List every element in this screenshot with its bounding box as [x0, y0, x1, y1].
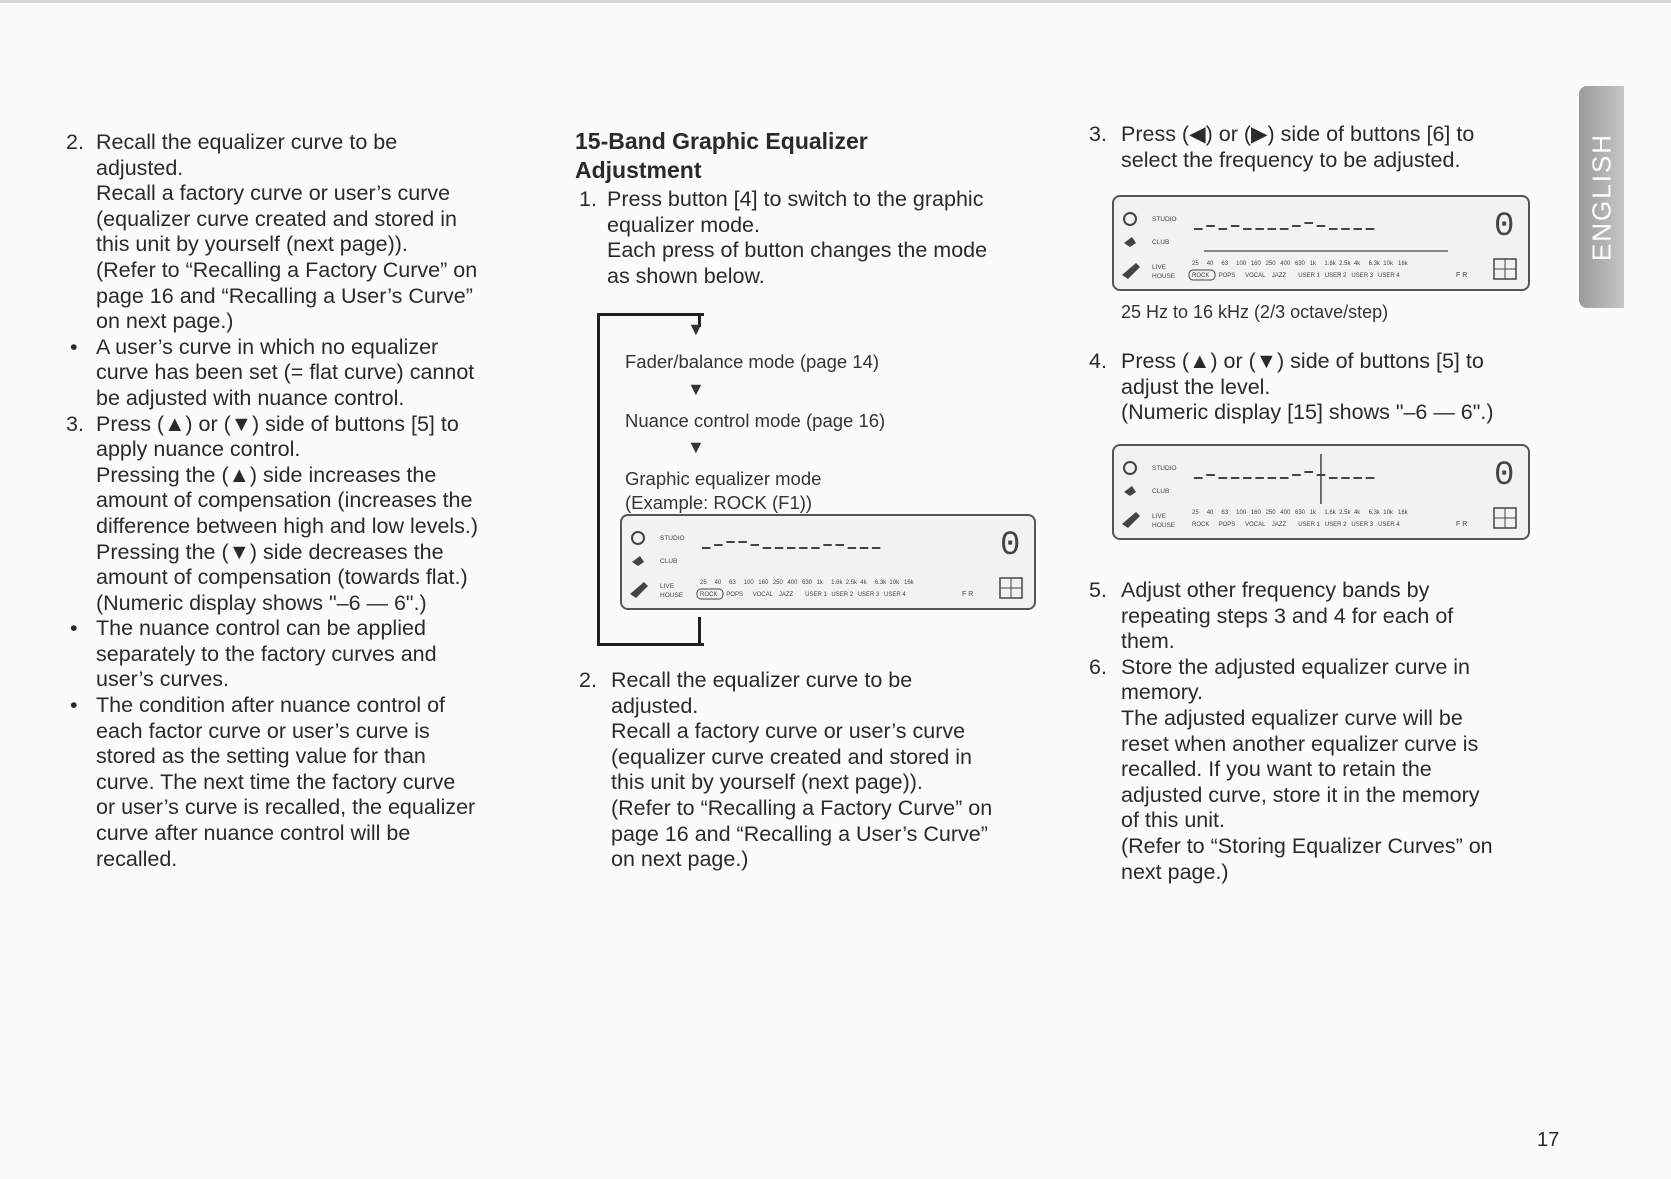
lcd-preset-label: JAZZ	[1271, 522, 1287, 528]
text-line: Press (▲) or (▼) side of buttons [5] to	[96, 411, 459, 436]
text-line: A user’s curve in which no equalizer	[96, 334, 439, 359]
text-line: equalizer mode.	[607, 212, 760, 237]
lcd-preset-label: POPS	[726, 592, 743, 598]
lcd-display-level	[1112, 444, 1530, 540]
text-line: (Refer to “Storing Equalizer Curves” on	[1121, 833, 1493, 858]
lcd-mode-label: HOUSE	[1152, 522, 1176, 529]
lcd-fader-label: F R	[962, 591, 974, 598]
step-3-select-frequency	[1085, 122, 1565, 173]
mode-graphic-eq	[625, 467, 821, 515]
text-line: on next page.)	[611, 847, 749, 872]
lcd-frequency-label: 100	[743, 580, 754, 586]
text-line: each factor curve or user’s curve is	[96, 718, 430, 743]
bullet: •	[70, 693, 78, 718]
text-line: difference between high and low levels.)	[96, 513, 479, 538]
text-line: be adjusted with nuance control.	[96, 385, 405, 410]
text-line: Press button [4] to switch to the graphic	[607, 187, 984, 211]
lcd-preset-label: USER 4	[884, 592, 906, 598]
text-line: recalled.	[96, 846, 178, 871]
lcd-preset-label: USER 2	[1324, 522, 1347, 528]
lcd-frequency-label: 250	[772, 580, 783, 586]
headphones-icon	[632, 532, 644, 544]
lcd-mode-label: STUDIO	[1152, 465, 1177, 472]
text-line: Recall the equalizer curve to be	[611, 668, 913, 692]
lcd-frequency-label: 63	[1221, 261, 1229, 267]
lcd-preset-label: USER 4	[1378, 522, 1400, 528]
lcd-frequency-label: 63	[1221, 510, 1229, 516]
lcd-frequency-label: 40	[1206, 510, 1214, 516]
text-line: The nuance control can be applied	[96, 616, 426, 641]
text-line: next page.)	[1121, 859, 1229, 884]
lcd-fader-label: F R	[1456, 521, 1468, 528]
lcd-frequency-label: 1.6k	[831, 580, 843, 586]
lcd-frequency-label: 40	[1206, 261, 1214, 267]
lcd-preset-label: USER 3	[857, 592, 880, 598]
step-1-switch-mode	[575, 187, 1045, 289]
lcd-mode-label: HOUSE	[1152, 273, 1176, 280]
lcd-mode-label: CLUB	[1152, 239, 1170, 246]
text-line: Each press of button changes the mode	[607, 238, 988, 263]
text-line: select the frequency to be adjusted.	[1121, 147, 1461, 172]
text-line: recalled. If you want to retain the	[1121, 757, 1432, 782]
text-line: or user’s curve is recalled, the equalizer	[96, 795, 476, 820]
lcd-preset-label: ROCK	[1192, 522, 1210, 528]
lcd-preset-label: USER 2	[1324, 273, 1347, 279]
lcd-frequency-label: 4k	[1353, 510, 1361, 516]
top-edge	[0, 0, 1671, 3]
right-column-top	[1085, 122, 1565, 173]
text-line: (Refer to “Recalling a Factory Curve” on	[96, 257, 478, 282]
lcd-frequency-label: 25	[700, 580, 707, 586]
lcd-mode-label: HOUSE	[660, 592, 684, 599]
lcd-mode-label: LIVE	[1152, 513, 1167, 520]
text-line: separately to the factory curves and	[96, 641, 437, 666]
lcd-preset-label: USER 3	[1351, 522, 1374, 528]
section-title	[575, 127, 1045, 185]
lcd-graphic	[1114, 197, 1528, 289]
text-line: Adjust other frequency bands by	[1121, 578, 1430, 602]
text-line: as shown below.	[607, 263, 765, 288]
lcd-mode-label: STUDIO	[1152, 216, 1177, 223]
text-line: curve after nuance control will be	[96, 821, 411, 846]
text-line: page 16 and “Recalling a User’s Curve”	[96, 283, 473, 308]
text-line: Recall a factory curve or user’s curve	[611, 719, 966, 744]
lcd-frequency-label: 2.5k	[1339, 261, 1351, 267]
section-title-line: 15-Band Graphic Equalizer	[575, 128, 868, 154]
bullet: •	[70, 616, 78, 641]
lcd-level-digit: 0	[1000, 527, 1021, 565]
lcd-preset-label: VOCAL	[1245, 522, 1266, 528]
text-line: this unit by yourself (next page)).	[96, 232, 408, 257]
lcd-frequency-label: 6.3k	[1368, 510, 1380, 516]
bullet: •	[70, 334, 78, 359]
lcd-frequency-label: 25	[1192, 510, 1199, 516]
lcd-level-digit: 0	[1494, 208, 1515, 246]
lcd-frequency-label: 16k	[1398, 261, 1408, 267]
lcd-frequency-label: 630	[802, 580, 813, 586]
lcd-frequency-label: 250	[1265, 261, 1276, 267]
lcd-mode-label: CLUB	[660, 558, 678, 565]
text-line: (Numeric display [15] shows "–6 — 6".)	[1121, 400, 1494, 425]
lcd-frequency-label: 1k	[1309, 510, 1317, 516]
lcd-preset-label: POPS	[1218, 522, 1236, 528]
text-line: reset when another equalizer curve is	[1121, 731, 1479, 756]
lcd-preset-label: ROCK	[1192, 273, 1210, 279]
text-line: Store the adjusted equalizer curve in	[1121, 654, 1470, 679]
lcd-frequency-label: 6.3k	[874, 580, 887, 586]
lcd-frequency-label: 4k	[860, 580, 867, 586]
lcd-frequency-label: 63	[729, 580, 736, 586]
text-line: amount of compensation (increases the	[96, 488, 473, 513]
lcd-frequency-label: 100	[1236, 261, 1247, 267]
lcd-fader-label: F R	[1456, 272, 1468, 279]
step-4-adjust-level	[1085, 349, 1565, 426]
lcd-frequency-label: 25	[1192, 261, 1199, 267]
down-arrow-icon: ▼	[687, 319, 705, 339]
text-line: on next page.)	[96, 309, 234, 334]
lcd-mode-label: LIVE	[1152, 264, 1167, 271]
club-icon	[1124, 237, 1136, 247]
headphones-icon	[1124, 462, 1136, 474]
lcd-preset-label: USER 4	[1378, 273, 1400, 279]
text-line: them.	[1121, 629, 1175, 654]
lcd-frequency-label: 16k	[904, 580, 914, 586]
step-5-other-bands	[1085, 578, 1575, 655]
text-line: The adjusted equalizer curve will be	[1121, 705, 1463, 730]
page-number: 17	[1537, 1129, 1560, 1151]
text-line: Graphic equalizer mode	[625, 468, 822, 489]
lcd-level-digit: 0	[1494, 457, 1515, 495]
lcd-display-rock	[620, 514, 1036, 610]
text-line: stored as the setting value for than	[96, 744, 426, 769]
lcd-mode-label: CLUB	[1152, 488, 1170, 495]
text-line: user’s curves.	[96, 667, 230, 692]
lcd-frequency-label: 4k	[1353, 261, 1361, 267]
text-line: this unit by yourself (next page)).	[611, 770, 923, 795]
text-line: amount of compensation (towards flat.)	[96, 565, 468, 590]
lcd-frequency-label: 1.6k	[1324, 261, 1336, 267]
step-number: 3.	[1089, 122, 1107, 146]
step-2-recall	[60, 130, 550, 335]
headphones-icon	[1124, 213, 1136, 225]
text-line: of this unit.	[1121, 808, 1225, 833]
text-line: curve. The next time the factory curve	[96, 769, 456, 794]
down-arrow-icon: ▼	[687, 437, 705, 457]
lcd-preset-label: JAZZ	[1271, 273, 1287, 279]
lcd-frequency-label: 250	[1265, 510, 1276, 516]
step-3-nuance	[60, 412, 550, 617]
bracket-tick	[698, 617, 701, 643]
guitar-icon	[630, 582, 648, 598]
lcd-mode-label: LIVE	[660, 583, 675, 590]
text-line: Pressing the (▼) side decreases the	[96, 539, 444, 564]
frequency-range-caption: 25 Hz to 16 kHz (2/3 octave/step)	[1121, 302, 1389, 322]
lcd-preset-label: POPS	[1218, 273, 1236, 279]
text-line: Press (▲) or (▼) side of buttons [5] to	[1121, 349, 1484, 373]
text-line: (equalizer curve created and stored in	[611, 744, 972, 769]
lcd-preset-label: VOCAL	[1245, 273, 1266, 279]
step-number: 1.	[579, 187, 597, 211]
lcd-preset-label: ROCK	[700, 592, 718, 598]
text-line: page 16 and “Recalling a User’s Curve”	[611, 821, 988, 846]
lcd-frequency-label: 10k	[1383, 510, 1393, 516]
step-number: 4.	[1089, 349, 1107, 373]
language-tab	[1579, 86, 1624, 308]
text-line: curve has been set (= flat curve) cannot	[96, 360, 475, 385]
lcd-preset-label: USER 1	[805, 592, 827, 598]
mode-nuance-control: Nuance control mode (page 16)	[625, 410, 886, 431]
lcd-preset-label: VOCAL	[752, 592, 773, 598]
step-number: 3.	[66, 411, 84, 436]
text-line: The condition after nuance control of	[96, 693, 445, 718]
club-icon	[632, 556, 644, 566]
mode-fader-balance: Fader/balance mode (page 14)	[625, 351, 880, 372]
step-6-store-curve	[1085, 655, 1575, 885]
lcd-frequency-label: 400	[1280, 510, 1291, 516]
text-line: repeating steps 3 and 4 for each of	[1121, 603, 1454, 628]
lcd-frequency-label: 630	[1295, 261, 1306, 267]
text-line: adjusted curve, store it in the memory	[1121, 782, 1480, 807]
lcd-frequency-label: 1k	[1309, 261, 1317, 267]
lcd-frequency-label: 400	[787, 580, 798, 586]
text-line: (Numeric display shows "–6 — 6".)	[96, 590, 427, 615]
middle-column	[575, 127, 1045, 289]
text-line: Press (◀) or (▶) side of buttons [6] to	[1121, 122, 1475, 146]
lcd-frequency-label: 40	[714, 580, 722, 586]
down-arrow-icon: ▼	[687, 379, 705, 399]
text-line: (Refer to “Recalling a Factory Curve” on	[611, 795, 993, 820]
section-title-line: Adjustment	[575, 157, 702, 183]
guitar-icon	[1122, 263, 1140, 279]
lcd-frequency-label: 100	[1236, 510, 1247, 516]
step-number: 2.	[66, 130, 84, 154]
lcd-frequency-label: 10k	[1383, 261, 1393, 267]
lcd-mode-label: STUDIO	[660, 535, 685, 542]
lcd-frequency-label: 630	[1295, 510, 1306, 516]
text-line: adjusted.	[611, 693, 699, 718]
text-line: Pressing the (▲) side increases the	[96, 462, 437, 487]
lcd-frequency-label: 160	[1250, 510, 1261, 516]
lcd-frequency-label: 2.5k	[1339, 510, 1351, 516]
right-column-lower	[1085, 578, 1575, 885]
step-number: 5.	[1089, 578, 1107, 602]
lcd-frequency-label: 2.5k	[845, 580, 858, 586]
guitar-icon	[1122, 512, 1140, 528]
left-column	[60, 130, 550, 872]
lcd-preset-label: USER 1	[1298, 522, 1320, 528]
lcd-display-frequency	[1112, 195, 1530, 291]
language-tab-label: ENGLISH	[1586, 132, 1616, 262]
right-column-step4	[1085, 349, 1565, 426]
text-line: Recall the equalizer curve to be	[96, 130, 398, 154]
text-line: memory.	[1121, 680, 1204, 705]
step-number: 2.	[579, 668, 597, 692]
lcd-graphic	[622, 516, 1034, 608]
lcd-frequency-label: 1.6k	[1324, 510, 1336, 516]
lcd-frequency-label: 1k	[816, 580, 823, 586]
text-line: Recall a factory curve or user’s curve	[96, 181, 451, 206]
bullet-separate-curves	[60, 616, 550, 693]
lcd-frequency-label: 400	[1280, 261, 1291, 267]
lcd-frequency-label: 160	[758, 580, 769, 586]
step-2-recall	[575, 668, 1045, 873]
lcd-preset-label: JAZZ	[778, 592, 794, 598]
step-number: 6.	[1089, 654, 1107, 679]
lcd-frequency-label: 160	[1250, 261, 1261, 267]
lcd-frequency-label: 16k	[1398, 510, 1408, 516]
lcd-frequency-label: 6.3k	[1368, 261, 1380, 267]
bullet-stored-condition	[60, 693, 550, 872]
lcd-preset-label: USER 3	[1351, 273, 1374, 279]
lcd-preset-label: USER 2	[831, 592, 854, 598]
club-icon	[1124, 486, 1136, 496]
text-line: apply nuance control.	[96, 437, 301, 462]
lcd-graphic	[1114, 446, 1528, 538]
text-line: adjusted.	[96, 155, 184, 180]
text-line: (equalizer curve created and stored in	[96, 206, 457, 231]
text-line: adjust the level.	[1121, 374, 1271, 399]
middle-column-lower	[575, 668, 1045, 873]
lcd-frequency-label: 10k	[889, 580, 900, 586]
bullet-flat-curve	[60, 335, 550, 412]
text-line: (Example: ROCK (F1))	[625, 492, 813, 513]
lcd-preset-label: USER 1	[1298, 273, 1320, 279]
